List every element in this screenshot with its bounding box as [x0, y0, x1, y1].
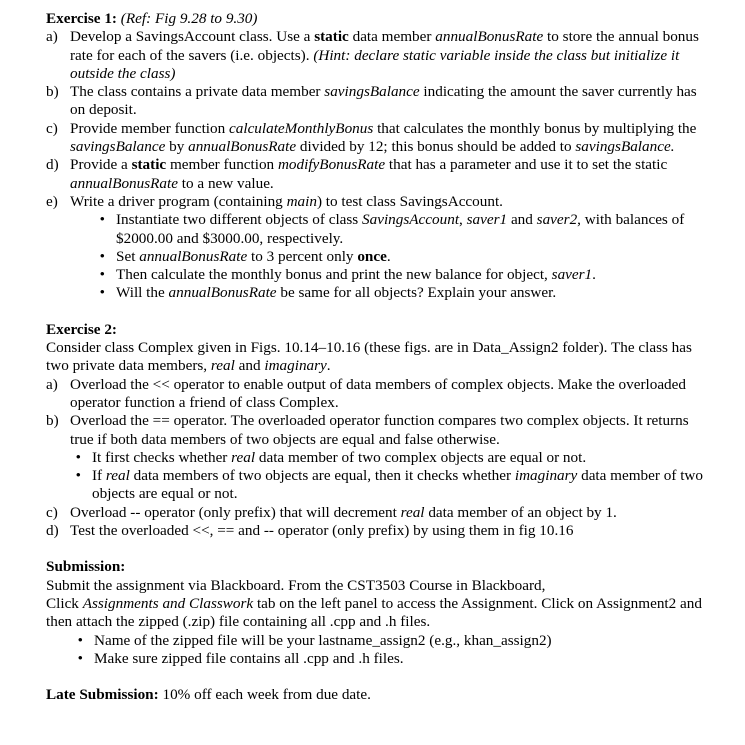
list-item: • Name of the zipped file will be your lastname_assign2 (e.g., khan_assign2): [77, 631, 552, 649]
late-submission: Late Submission: 10% off each week from due date.: [46, 686, 371, 704]
ex1-item-c: c) Provide member function calculateMonthlyBonus that calculates the monthly bonus by multiplying the savingsBalance by annualBonusRate divided by 12; this bonus should be added to savingsBalance.: [46, 119, 697, 156]
ex2-item-a: a) Overload the << operator to enable output of data members of complex objects. Make the overloaded operator function a friend of class Complex.: [46, 375, 686, 411]
list-item: • It first checks whether real data member of two complex objects are equal or not.: [75, 448, 587, 466]
exercise-1-heading: Exercise 1: (Ref: Fig 9.28 to 9.30): [46, 10, 258, 27]
ex1-e-bullet-list: [46, 211, 715, 302]
ex2-item-d: d) Test the overloaded <<, == and -- operator (only prefix) by using them in fig 10.16: [46, 522, 574, 540]
exercise-2-heading: Exercise 2:: [46, 320, 117, 338]
ex1-item-b: b) The class contains a private data member savingsBalance indicating the amount the saver currently has on deposit.: [46, 83, 697, 119]
list-item: • Set annualBonusRate to 3 percent only once.: [99, 247, 391, 265]
list-item: • If real data members of two objects are equal, then it checks whether imaginary data member of two objects are equal or not.: [75, 467, 703, 503]
list-item: • Will the annualBonusRate be same for all objects? Explain your answer.: [99, 284, 557, 302]
ex2-intro: Consider class Complex given in Figs. 10.14–10.16 (these figs. are in Data_Assign2 folder). The class has two private data members, real and imaginary.: [46, 339, 692, 375]
list-item: • Then calculate the monthly bonus and print the new balance for object, saver1.: [99, 266, 596, 284]
ex1-item-d: d) Provide a static member function modifyBonusRate that has a parameter and use it to set the static annualBonusRate to a new value.: [46, 156, 668, 192]
ex2-item-c: c) Overload -- operator (only prefix) that will decrement real data member of an object by 1.: [46, 503, 617, 521]
submission-line-2: Click Assignments and Classwork tab on the left panel to access the Assignment. Click on Assignment2 and then attach the zipped (.zip) file containing all .cpp and .h files.: [46, 594, 702, 631]
ex2-b-bullet-list: [46, 449, 715, 504]
submission-line-1: Submit the assignment via Blackboard. From the CST3503 Course in Blackboard,: [46, 576, 546, 594]
list-item: • Instantiate two different objects of class SavingsAccount, saver1 and saver2, with balances of $2000.00 and $3000.00, respectively.: [99, 211, 685, 247]
list-item: • Make sure zipped file contains all .cpp and .h files.: [77, 649, 404, 667]
submission-bullet-list: [46, 632, 715, 669]
submission-heading: Submission:: [46, 558, 126, 576]
ex1-item-e: e) Write a driver program (containing main) to test class SavingsAccount.: [46, 192, 503, 210]
ex2-item-b: b) Overload the == operator. The overloaded operator function compares two complex objects. It returns true if both data members of two objects are equal and false otherwise.: [46, 412, 689, 448]
ex1-item-a: a) Develop a SavingsAccount class. Use a static data member annualBonusRate to store the annual bonus rate for each of the savers (i.e. objects). (Hint: declare static variable inside the class but initialize it outside the class): [46, 28, 699, 82]
